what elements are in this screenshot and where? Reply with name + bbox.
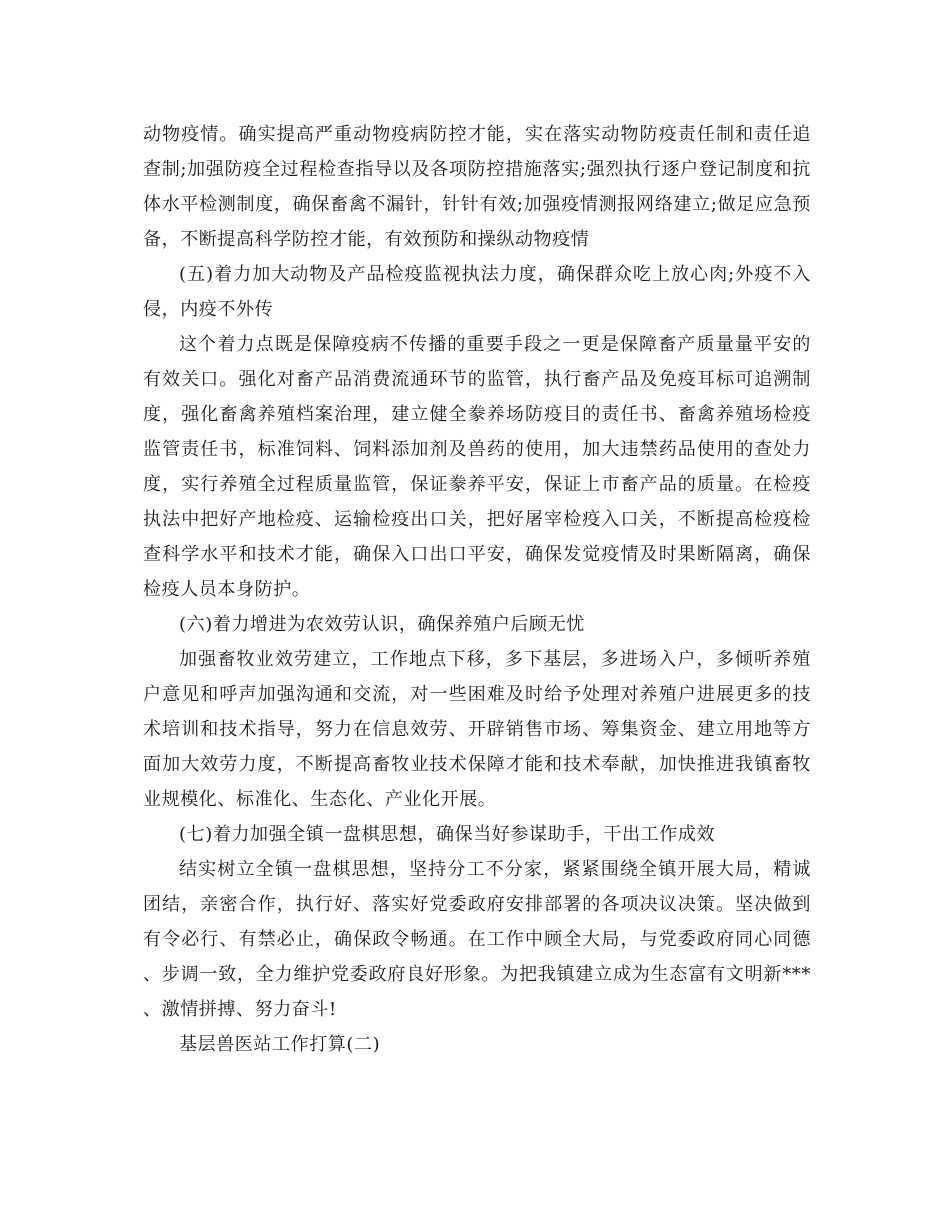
document-subtitle-part-2: 基层兽医站工作打算(二) bbox=[179, 1034, 381, 1055]
document-page bbox=[143, 117, 811, 1062]
paragraph-farmer-services: 加强畜牧业效劳建立，工作地点下移，多下基层，多进场入户，多倾听养殖户意见和呼声加强沟通和交流，对一些困难及时给予处理对养殖户进展更多的技术培训和技术指导，努力在信息效劳、开辟销售市场、筹集资金、建立用地等方面加大效劳力度，不断提高畜牧业技术保障才能和技术奉献，加快推进我镇畜牧业规模化、标准化、生态化、产业化开展。 bbox=[143, 649, 811, 810]
paragraph-epidemic-control: 动物疫情。确实提高严重动物疫病防控才能，实在落实动物防疫责任制和责任追查制;加强防疫全过程检查指导以及各项防控措施落实;强烈执行逐户登记制度和抗体水平检测制度，确保畜禽不漏针，针针有效;加强疫情测报网络建立;做足应急预备，不断提高科学防控才能，有效预防和操纵动物疫情 bbox=[143, 124, 811, 250]
heading-section-6: (六)着力增进为农效劳认识，确保养殖户后顾无忧 bbox=[179, 614, 585, 635]
paragraph-quarantine-supervision: 这个着力点既是保障疫病不传播的重要手段之一更是保障畜产质量量平安的有效关口。强化对畜产品消费流通环节的监管，执行畜产品及免疫耳标可追溯制度，强化畜禽养殖档案治理，建立健全豢养场防疫目的责任书、畜禽养殖场检疫监管责任书，标准饲料、饲料添加剂及兽药的使用，加大违禁药品使用的查处力度，实行养殖全过程质量监管，保证豢养平安，保证上市畜产品的质量。在检疫执法中把好产地检疫、运输检疫出口关，把好屠宰检疫入口关，不断提高检疫检查科学水平和技术才能，确保入口出口平安，确保发觉疫情及时果断隔离，确保检疫人员本身防护。 bbox=[143, 334, 811, 600]
heading-section-7: (七)着力加强全镇一盘棋思想，确保当好参谋助手，干出工作成效 bbox=[179, 824, 716, 845]
heading-section-5: (五)着力加大动物及产品检疫监视执法力度，确保群众吃上放心肉;外疫不入侵，内疫不外传 bbox=[143, 264, 811, 320]
paragraph-whole-town-coordination: 结实树立全镇一盘棋思想，坚持分工不分家，紧紧围绕全镇开展大局，精诚团结，亲密合作，执行好、落实好党委政府安排部署的各项决议决策。坚决做到有令必行、有禁必止，确保政令畅通。在工作中顾全大局，与党委政府同心同德、步调一致，全力维护党委政府良好形象。为把我镇建立成为生态富有文明新***、激情拼搏、努力奋斗! bbox=[143, 859, 811, 1020]
